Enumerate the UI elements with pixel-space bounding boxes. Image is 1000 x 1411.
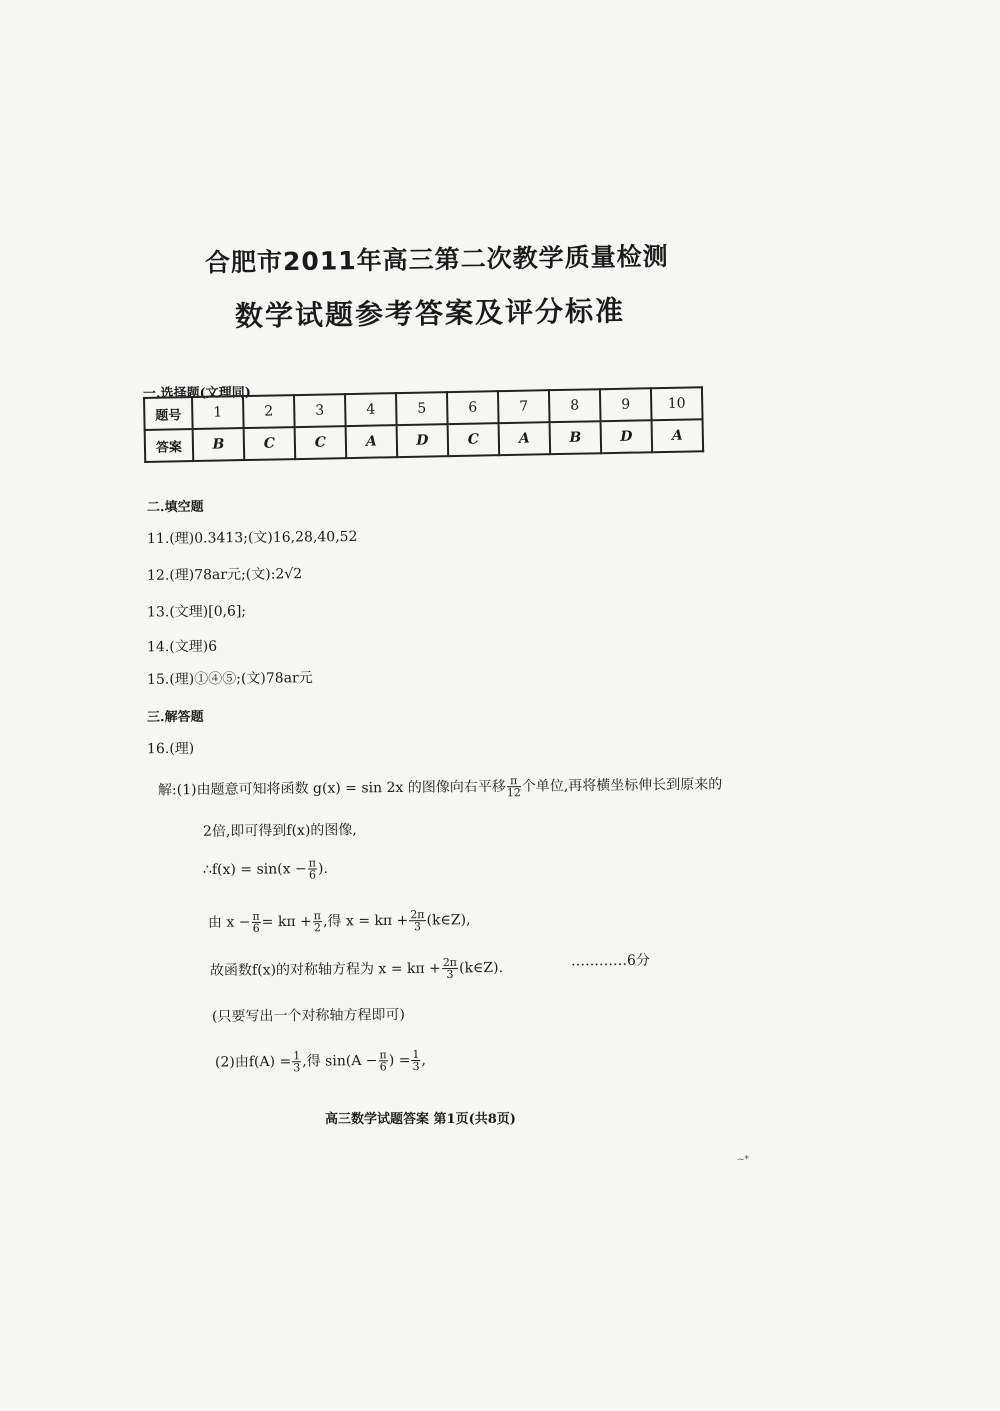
document-title: 合肥市2011年高三第二次教学质量检测 (204, 241, 669, 278)
fraction-numerator: π (252, 909, 260, 923)
text-segment: = kπ + (261, 913, 312, 931)
fraction-numerator: π (379, 1048, 387, 1062)
fraction-numerator: π (313, 909, 322, 923)
text-segment: ) = (388, 1052, 411, 1069)
solution-part-2 (215, 1049, 426, 1074)
fraction-denominator: 6 (379, 1060, 387, 1074)
solution-note: (只要写出一个对称轴方程即可) (211, 1006, 406, 1026)
fraction-denominator: 2 (313, 921, 322, 935)
answer-cell: D (397, 424, 449, 457)
answer-table (143, 386, 704, 463)
fraction (313, 910, 322, 933)
fraction-denominator: 6 (308, 868, 317, 882)
fraction-denominator: 3 (413, 920, 422, 934)
text-segment: (k∈Z), (426, 912, 471, 929)
fraction (292, 1050, 301, 1073)
fraction-denominator: 3 (293, 1061, 301, 1075)
score-marker: …………6分 (570, 952, 651, 970)
question-16-label: 16.(理) (146, 740, 195, 758)
page-footer: 高三数学试题答案 第1页(共8页) (325, 1112, 516, 1127)
question-number: 8 (549, 389, 601, 422)
text-segment: ∴f(x) = sin(x − (202, 861, 307, 879)
scan-specks: ~* (737, 1155, 750, 1165)
question-number: 4 (345, 393, 397, 426)
fraction (378, 1049, 387, 1072)
fraction-numerator: 2π (442, 955, 458, 970)
question-number: 10 (651, 387, 703, 420)
question-number: 3 (294, 394, 346, 427)
answer-cell: C (448, 423, 500, 456)
fraction-denominator: 12 (506, 786, 521, 800)
answer-cell: A (499, 422, 551, 455)
row-header-number: 题号 (144, 397, 193, 430)
text-segment: 解:(1)由题意可知将函数 g(x) = sin 2x 的图像向右平移 (157, 778, 506, 799)
answer-cell: D (601, 420, 653, 453)
solution-line-4 (208, 909, 471, 935)
solution-line-1 (158, 773, 722, 802)
text-segment: (k∈Z). (458, 959, 504, 977)
fraction (308, 857, 317, 880)
fill-answer-14: 14.(文理)6 (146, 638, 218, 656)
question-number: 6 (447, 391, 499, 424)
text-segment: , (421, 1052, 426, 1069)
section-heading-solution: 三.解答题 (146, 709, 204, 726)
answer-cell: C (244, 427, 296, 460)
fill-answer-13: 13.(文理)[0,6]; (146, 603, 247, 621)
solution-line-3 (203, 857, 328, 881)
fill-answer-15: 15.(理)①④⑤;(文)78ar元 (146, 670, 313, 688)
fraction-numerator: 1 (412, 1047, 420, 1062)
question-number: 5 (396, 392, 448, 425)
fill-answer-11: 11.(理)0.3413;(文)16,28,40,52 (146, 528, 358, 548)
fill-answer-12: 12.(理)78ar元;(文):2√2 (146, 566, 303, 584)
section-heading-fill: 二.填空题 (146, 499, 204, 516)
document-subtitle: 数学试题参考答案及评分标准 (234, 294, 626, 333)
fraction-numerator: π (507, 775, 521, 787)
text-segment: 故函数f(x)的对称轴方程为 x = kπ + (209, 960, 441, 980)
text-segment: 由 x − (207, 914, 251, 931)
row-header-answer: 答案 (145, 429, 194, 462)
fraction-denominator: 3 (446, 967, 454, 982)
question-number: 7 (498, 390, 550, 423)
solution-line-2: 2倍,即可得到f(x)的图像, (202, 822, 357, 840)
answer-cell: A (652, 419, 704, 452)
answer-cell: B (550, 421, 602, 454)
question-number: 2 (243, 395, 295, 428)
text-segment: 个单位,再将横坐标伸长到原来的 (521, 776, 723, 795)
fraction-denominator: 6 (252, 921, 260, 935)
question-number: 9 (600, 388, 652, 421)
fraction-numerator: π (308, 856, 317, 870)
solution-line-5 (210, 956, 503, 982)
fraction-numerator: 1 (293, 1049, 301, 1063)
answer-cell: C (295, 426, 347, 459)
text-segment: ,得 x = kπ + (322, 912, 409, 930)
answer-cell: A (346, 425, 398, 458)
fraction (409, 909, 425, 932)
text-segment: ). (317, 860, 329, 877)
fraction (507, 775, 521, 798)
question-number: 1 (192, 396, 244, 429)
text-segment: (2)由f(A) = (214, 1053, 292, 1071)
fraction-numerator: 2π (410, 908, 425, 922)
answer-cell: B (193, 428, 245, 461)
fraction (411, 1049, 420, 1072)
fraction (442, 957, 458, 980)
text-segment: ,得 sin(A − (302, 1052, 378, 1070)
section-heading-choice: 一.选择题(文理同) (142, 385, 251, 402)
fraction (251, 911, 260, 934)
fraction-denominator: 3 (412, 1059, 420, 1074)
